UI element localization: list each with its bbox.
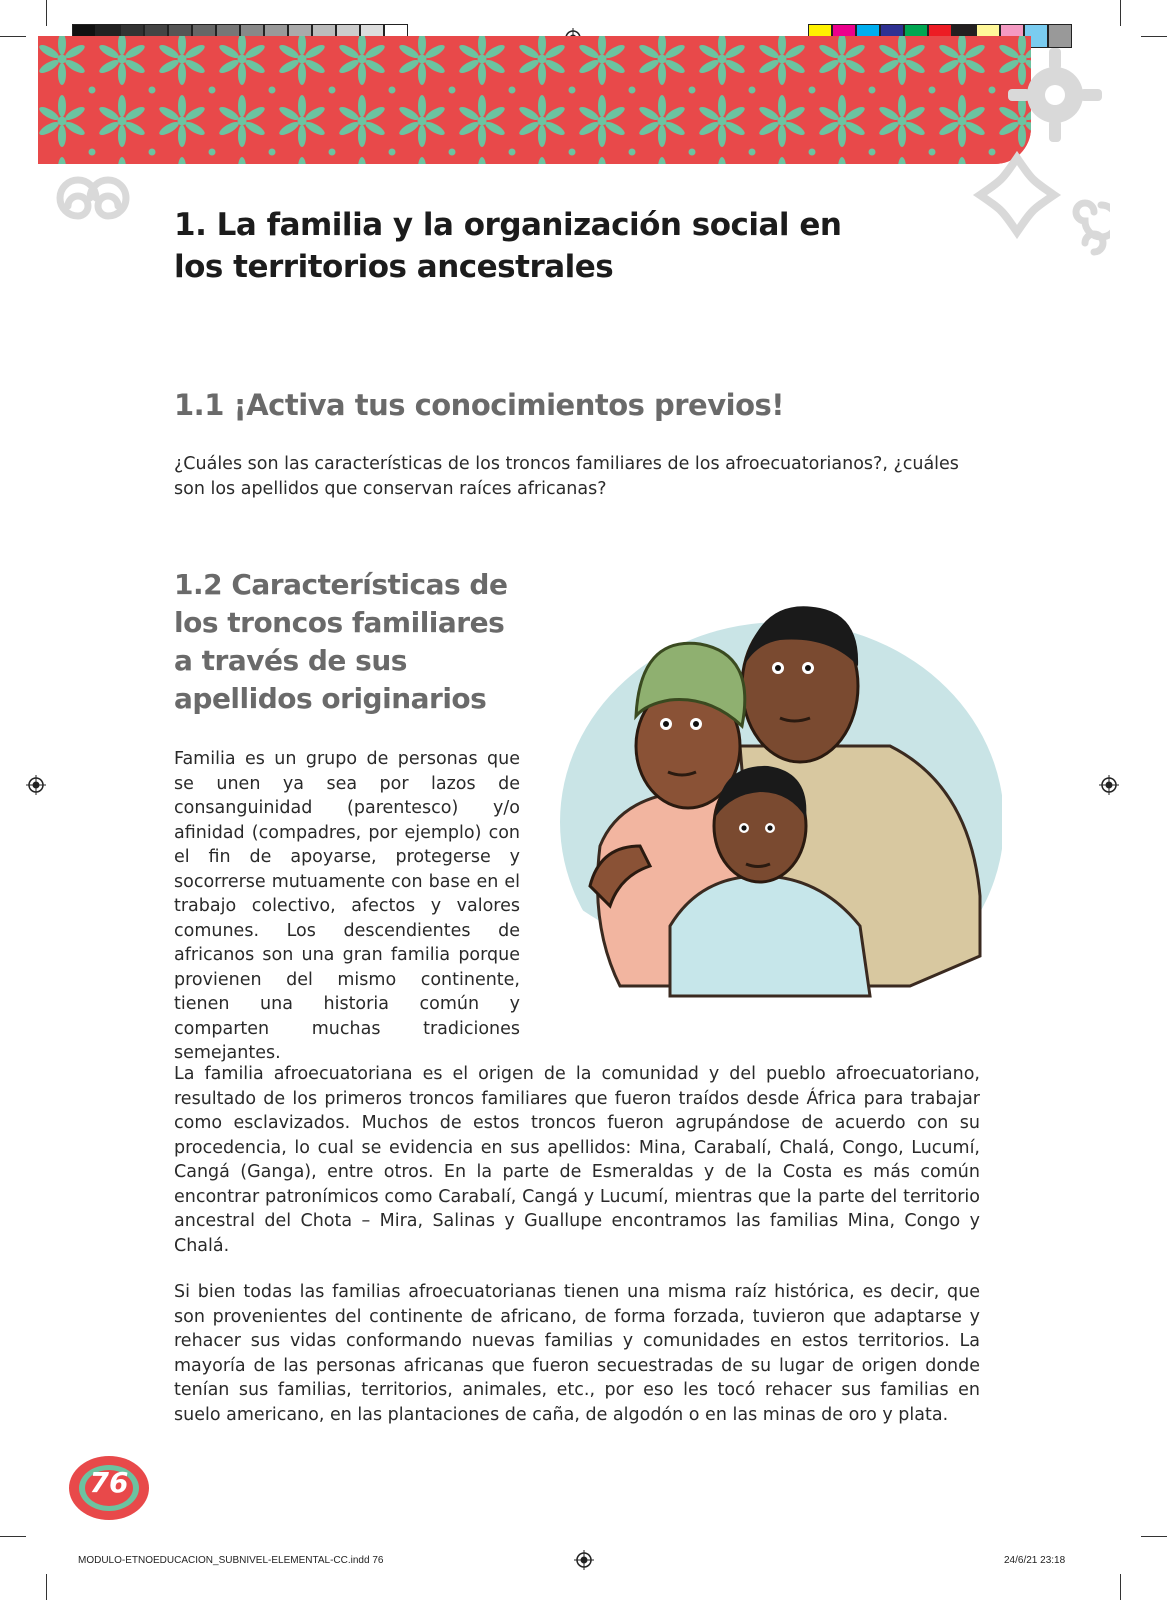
- crop-mark-icon: [1141, 36, 1167, 37]
- spiral-ornament-icon: [38, 166, 148, 246]
- file-slug: MODULO-ETNOEDUCACION_SUBNIVEL-ELEMENTAL-CC.indd 76: [78, 1555, 384, 1566]
- diamond-ornament-icon: [972, 150, 1062, 240]
- crop-mark-icon: [1120, 0, 1121, 26]
- family-illustration: [560, 596, 1002, 1008]
- crop-mark-icon: [46, 0, 47, 26]
- section-1-2-title: 1.2 Características de los troncos familiares a través de sus apellidos originarios: [174, 568, 508, 715]
- crop-mark-icon: [1141, 1536, 1167, 1537]
- family-definition-paragraph: Familia es un grupo de personas que se unen ya sea por lazos de consanguinidad (parentesco) y/o afinidad (compadres, por ejemplo) con el fin de apoyarse, protegerse y socorrerse mutuamente con base en el trabajo colectivo, afectos y valores comunes. Los descendientes de africanos son una gran familia porque provienen del mismo continente, tienen una historia común y comparten muchas tradiciones semejantes.: [174, 749, 520, 1063]
- crop-mark-icon: [0, 36, 26, 37]
- crop-mark-icon: [46, 1574, 47, 1600]
- page-title: 1. La familia y la organización social en los territorios ancestrales: [174, 207, 842, 285]
- spiral-ornament-icon: [1056, 172, 1110, 272]
- registration-mark-icon: [1099, 775, 1119, 795]
- sun-ornament-icon: [1000, 40, 1110, 150]
- body-paragraph: La familia afroecuatoriana es el origen de la comunidad y del pueblo afroecuatoriano, resultado de los primeros troncos familiares que fueron traídos desde África para trabajar como esclavizados. Muchos de estos troncos fueron agrupándose de acuerdo con su procedencia, lo cual se evidencia en sus apellidos: Mina, Carabalí, Chalá, Congo, Lucumí, Cangá (Ganga), entre otros. En la parte de Esmeraldas y de la Costa es más común encontrar patronímicos como Carabalí, Cangá y Lucumí, mientras que la parte del territorio ancestral del Chota – Mira, Salinas y Guallupe encontramos las familias Mina, Congo y Chalá.: [174, 1064, 980, 1256]
- header-pattern-band: [38, 36, 1031, 164]
- slug-datetime: 24/6/21 23:18: [1004, 1555, 1066, 1566]
- body-paragraph: Si bien todas las familias afroecuatorianas tienen una misma raíz histórica, es decir, que son provenientes del continente de africano, de forma forzada, tuvieron que adaptarse y rehacer sus vidas conformando nuevas familias y comunidades en estos territorios. La mayoría de las personas africanas que fueron secuestradas de su lugar de origen donde tenían sus familias, territorios, animales, etc., por eso les tocó rehacer sus familias en suelo americano, en las plantaciones de caña, de algodón o en las minas de oro y plata.: [174, 1282, 980, 1425]
- crop-mark-icon: [0, 1536, 26, 1537]
- crop-mark-icon: [1120, 1574, 1121, 1600]
- section-1-1-title: 1.1 ¡Activa tus conocimientos previos!: [174, 388, 784, 422]
- page-number: 76: [89, 1466, 129, 1499]
- section-1-1-question: ¿Cuáles son las características de los troncos familiares de los afroecuatorianos?, ¿cuáles son los apellidos que conservan raíces africanas?: [174, 454, 959, 499]
- registration-mark-icon: [26, 775, 46, 795]
- registration-mark-icon: [574, 1550, 594, 1570]
